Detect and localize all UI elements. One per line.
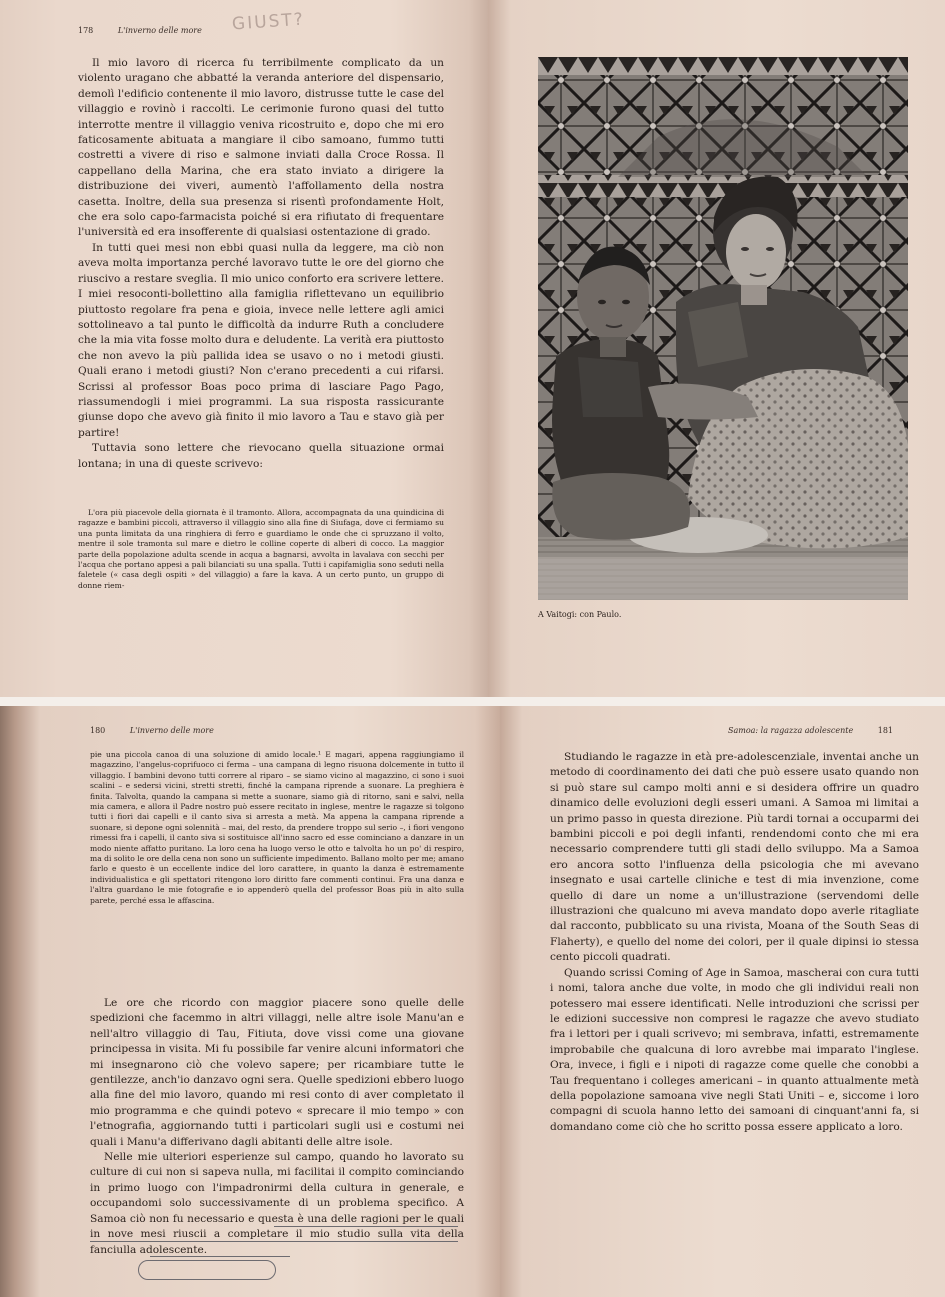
page-number: 180	[90, 726, 106, 735]
photo	[538, 57, 908, 600]
pen-underline	[274, 1226, 458, 1227]
page-number: 181	[877, 726, 894, 735]
page-number: 178	[78, 26, 94, 35]
running-head-title: Samoa: la ragazza adolescente	[728, 726, 854, 735]
body-text	[78, 56, 444, 472]
block-quote-continued	[90, 750, 464, 906]
running-head	[90, 726, 214, 735]
body-text	[90, 996, 464, 1258]
image-separator	[0, 697, 945, 706]
paragraph: Nelle mie ulteriori esperienze sul campo, quando ho lavorato su culture di cui non si sapeva nulla, mi facilitai il compito cominciando in primo luogo con l'impadronirmi della cultura in generale, e occupandomi solo successivamente di un problema specifico. A Samoa ciò non fu necessario e questa è una delle ragioni per le quali in nove mesi riuscii a completare il mio studio sulla vita della fanciulla adolescente.	[90, 1151, 464, 1256]
paragraph: Tuttavia sono lettere che rievocano quella situazione ormai lontana; in una di queste scrivevo:	[78, 442, 444, 470]
quote-text: pie una piccola canoa di una soluzione di amido locale.¹ E magari, appena raggiungiamo il magazzino, l'angelus-coprifuoco ci ferma – una campana di legno risuona dolcemente in tutto il villaggio. I bambini devono tutti correre al riparo – se siamo vicino al magazzino, ci sono i suoi scalini – e sedersi vicini, stretti stretti, finché la campana riprende a suonare. La preghiera è finita. Talvolta, quando la campana si mette a suonare, siamo già di ritorno, sani e salvi, nella mia camera, e allora il Padre nostro può essere recitato in inglese, mentre le ragazze si tolgono tutti i fiori dai capelli e il canto siva si arresta a metà. Ma appena la campana riprende a suonare, si depone ogni solennità – mai, del resto, da prendere troppo sul serio –, i fiori vengono rimessi fra i capelli, il canto siva si sostituisce all'inno sacro ed esse cominciano a danzare in un modo niente affatto puritano. La loro cena ha luogo verso le otto e talvolta ho un po' di respiro, ma di solito le ore della cena non sono un sufficiente impedimento. Ballano molto per me; amano farlo e questo è un eccellente indice del loro carattere, in quanto la danza è estremamente individualistica e gli spettatori ritengono loro diritto fare commenti continui. Fra una danza e l'altra guardano le mie fotografie e io appenderò quella del professor Boas più in alto sulla parete, perché essa le affascina.	[90, 750, 464, 905]
paragraph: Studiando le ragazze in età pre-adolescenziale, inventai anche un metodo di coordinamento dei dati che può essere usato quando non si può stare sul campo molti anni e si desidera offrire un quadro dinamico delle evoluzioni degli esseri umani. A Samoa mi limitai a un primo passo in questa direzione. Più tardi tornai a occuparmi dei bambini piccoli e poi degli infanti, rendendomi conto che mi era necessario comprendere tutti gli stadi dello sviluppo. Ma a Samoa ero ancora sotto l'influenza della psicologia che mi avevano insegnato e usai cartelle cliniche e test di mia invenzione, come quello di dare un nome a un'illustrazione (servendomi delle illustrazioni che qualcuno mi aveva mandato dopo averle ritagliate dal racconto, pubblicato su una rivista, Moana of the South Seas di Flaherty), e quello del nome dei colori, per il quale dipinsi io stessa cento piccoli quadrati.	[550, 751, 919, 964]
pen-underline	[150, 1256, 290, 1257]
photo-caption: A Vaitogi: con Paulo.	[538, 610, 622, 619]
body-text	[550, 750, 919, 1135]
paragraph: Quando scrissi Coming of Age in Samoa, mascherai con cura tutti i nomi, talora anche due volte, in modo che gli individui reali non potessero mai essere identificati. Nelle introduzioni che scrissi per le edizioni successive non compresi le ragazze che avevo studiato fra i lettori per i quali scrivevo; mi sembrava, infatti, estremamente improbabile che qualcuna di loro avrebbe mai imparato l'inglese. Ora, invece, i figli e i nipoti di ragazze come quelle che conobbi a Tau frequentano i colleges americani – in quanto attualmente metà della popolazione samoana vive negli Stati Uniti – e, siccome i loro compagni di scuola hanno letto dei samoani di cinquant'anni fa, si domandano come ciò che ho scritto possa essere applicato a loro.	[550, 966, 919, 1133]
handwritten-note: GIUST?	[231, 9, 306, 35]
running-head	[728, 726, 893, 735]
page-180	[0, 706, 500, 1297]
running-head-title: L'inverno delle more	[117, 26, 202, 35]
block-quote	[78, 508, 444, 591]
running-head	[78, 26, 202, 35]
page-178	[0, 0, 488, 697]
paragraph: Le ore che ricordo con maggior piacere sono quelle delle spedizioni che facemmo in altri villaggi, nelle altre isole Manu'an e nell'altro villaggio di Tau, Fitiuta, dove vissi come una giovane principessa in visita. Mi fu possibile far venire alcuni informatori che mi insegnarono ciò che volevo sapere; per ricambiare tutte le gentilezze, anch'io danzavo ogni sera. Quelle spedizioni ebbero luogo alla fine del mio lavoro, quando mi resi conto di aver completato il mio programma e che quindi potevo « sprecare il mio tempo » con l'etnografia, aggiornando tutti i particolari sugli usi e costumi nei quali i Manu'a differivano dagli abitanti delle altre isole.	[90, 997, 464, 1148]
quote-text: L'ora più piacevole della giornata è il tramonto. Allora, accompagnata da una quindicina di ragazze e bambini piccoli, attraverso il villaggio sino alla fine di Siufaga, dove ci fermiamo su una punta limitata da una ringhiera di ferro e guardiamo le onde che ci spruzzano il volto, mentre il sole tramonta sul mare e dietro le colline coperte di alberi di cocco. La maggior parte della popolazione adulta scende in acqua a bagnarsi, avvolta in lavalava con secchi per l'acqua che portano appesi a pali bilanciati su una spalla. Tutti i capifamiglia sono seduti nella faletele (« casa degli ospiti » del villaggio) a fare la kava. A un certo punto, un gruppo di donne riem-	[78, 508, 444, 590]
running-head-title: L'inverno delle more	[129, 726, 214, 735]
paragraph: Il mio lavoro di ricerca fu terribilmente complicato da un violento uragano che abbatté la veranda anteriore del dispensario, demolì l'edificio contenente il mio lavoro, distrusse tutte le case del villaggio e rovinò i raccolti. Le cerimonie furono quasi del tutto interrotte mentre il villaggio veniva ricostruito e, dopo che mi ero faticosamente abituata a mangiare il cibo samoano, fummo tutti costretti a vivere di riso e salmone inviati dalla Croce Rossa. Il cappellano della Marina, che era stato inviato a dirigere la distribuzione dei viveri, aumentò l'affollamento della nostra casetta. Inoltre, della sua presenza si risentì profondamente Holt, che era solo capo-farmacista poiché si era rifiutato di frequentare l'università ed era insofferente di qualsiasi ostentazione di grado.	[78, 57, 444, 239]
page-181	[500, 706, 945, 1297]
pen-underline	[90, 1241, 458, 1242]
paragraph: In tutti quei mesi non ebbi quasi nulla da leggere, ma ciò non aveva molta importanza perché lavoravo tutte le ore del giorno che riuscivo a restare sveglia. Il mio unico conforto era scrivere lettere. I miei resoconti-bollettino alla famiglia riflettevano un equilibrio piuttosto regolare fra pena e gioia, invece nelle lettere agli amici sottolineavo a tal punto le difficoltà da indurre Ruth a concludere che la mia vita fosse molto dura e deludente. La verità era piuttosto che non avevo la più pallida idea se usavo o no i metodi giusti. Quali erano i metodi giusti? Non c'erano precedenti a cui rifarsi. Scrissi al professor Boas poco prima di lasciare Pago Pago, riassumendogli i miei programmi. La sua risposta rassicurante giunse dopo che avevo già finito il mio lavoro a Tau e stavo già per partire!	[78, 241, 444, 439]
pen-circle	[138, 1260, 276, 1280]
photo-image	[538, 57, 908, 600]
bottom-spread	[0, 706, 945, 1297]
